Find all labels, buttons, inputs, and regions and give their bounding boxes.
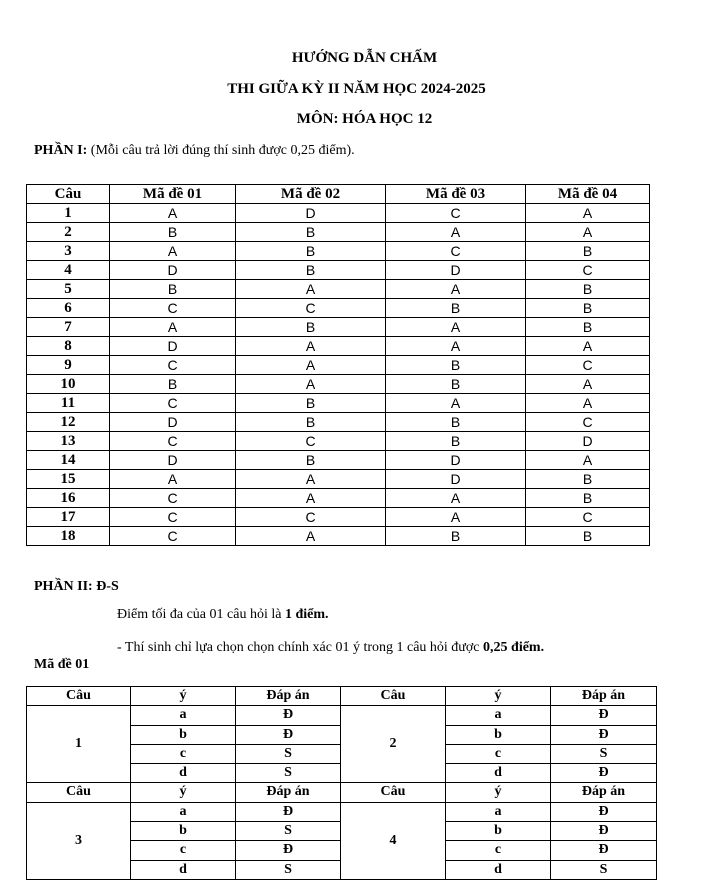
answer-cell: B (526, 318, 650, 337)
table-row (27, 223, 650, 242)
answer-cell: A (236, 470, 386, 489)
answer-cell: A (386, 280, 526, 299)
answer-cell: S (236, 744, 341, 763)
question-number: 8 (27, 337, 110, 356)
answer-cell: C (526, 413, 650, 432)
answer-cell: B (236, 261, 386, 280)
item-letter: b (446, 822, 551, 841)
question-number: 13 (27, 432, 110, 451)
answer-cell: B (236, 242, 386, 261)
answer-cell: Đ (551, 841, 657, 860)
answer-cell: B (110, 280, 236, 299)
answer-cell: A (110, 242, 236, 261)
column-header: Câu (27, 687, 131, 706)
question-number: 2 (27, 223, 110, 242)
question-number: 1 (27, 204, 110, 223)
answer-cell: A (236, 280, 386, 299)
question-number: 5 (27, 280, 110, 299)
question-number: 2 (341, 706, 446, 783)
column-header: ý (131, 783, 236, 802)
table-row (27, 413, 650, 432)
answer-cell: A (110, 204, 236, 223)
item-letter: d (446, 764, 551, 783)
item-letter: c (446, 841, 551, 860)
item-letter: d (131, 764, 236, 783)
item-letter: d (131, 860, 236, 879)
answer-cell: C (110, 299, 236, 318)
column-header: Đáp án (551, 687, 657, 706)
question-number: 4 (27, 261, 110, 280)
answer-cell: Đ (551, 706, 657, 725)
question-number: 18 (27, 527, 110, 546)
note2-bold: 0,25 điểm. (483, 640, 545, 655)
answer-cell: B (236, 223, 386, 242)
table-header-row (27, 185, 650, 204)
question-number: 1 (27, 706, 131, 783)
item-letter: b (131, 725, 236, 744)
item-letter: b (446, 725, 551, 744)
part2-note-per-item (117, 640, 544, 656)
answer-cell: B (236, 318, 386, 337)
answer-cell: C (110, 527, 236, 546)
subject-title: MÔN: HÓA HỌC 12 (296, 111, 433, 127)
answer-cell: Đ (236, 802, 341, 821)
answer-cell: A (386, 489, 526, 508)
table-row (27, 318, 650, 337)
answer-cell: D (236, 204, 386, 223)
question-number: 12 (27, 413, 110, 432)
answer-cell: B (526, 280, 650, 299)
note2-text: - Thí sinh chỉ lựa chọn chọn chính xác 01 ý trong 1 câu hỏi được (117, 640, 484, 655)
note1-bold: 1 điểm. (284, 607, 329, 622)
answer-cell: A (236, 337, 386, 356)
answer-cell: S (236, 764, 341, 783)
answer-cell: A (236, 489, 386, 508)
table-row (27, 489, 650, 508)
column-header: Mã đề 04 (526, 185, 650, 204)
answer-cell: C (110, 489, 236, 508)
answer-cell: B (526, 470, 650, 489)
answer-cell: Đ (236, 706, 341, 725)
part2-note-max-score (117, 607, 329, 623)
part2-heading: PHẦN II: Đ-S (34, 579, 119, 594)
answer-cell: Đ (236, 725, 341, 744)
answer-cell: A (386, 223, 526, 242)
question-number: 3 (27, 802, 131, 879)
answer-cell: B (110, 223, 236, 242)
answer-cell: C (526, 261, 650, 280)
question-number: 15 (27, 470, 110, 489)
answer-cell: D (386, 470, 526, 489)
question-number: 6 (27, 299, 110, 318)
table-row (27, 802, 657, 821)
answer-cell: S (236, 860, 341, 879)
item-letter: c (131, 841, 236, 860)
answer-cell: C (526, 508, 650, 527)
answer-cell: Đ (551, 725, 657, 744)
answer-cell: D (110, 413, 236, 432)
answer-cell: B (236, 413, 386, 432)
part1-heading (34, 143, 355, 159)
answer-cell: C (110, 356, 236, 375)
table-row (27, 261, 650, 280)
column-header: Mã đề 02 (236, 185, 386, 204)
answer-cell: D (386, 451, 526, 470)
answer-cell: B (236, 451, 386, 470)
column-header: ý (446, 783, 551, 802)
answer-cell: A (526, 337, 650, 356)
question-number: 9 (27, 356, 110, 375)
answer-cell: B (386, 527, 526, 546)
answer-cell: A (386, 508, 526, 527)
column-header: ý (446, 687, 551, 706)
answer-cell: C (236, 299, 386, 318)
question-number: 7 (27, 318, 110, 337)
column-header: Mã đề 01 (110, 185, 236, 204)
question-number: 11 (27, 394, 110, 413)
item-letter: c (131, 744, 236, 763)
answer-cell: C (110, 432, 236, 451)
answer-cell: Đ (551, 764, 657, 783)
table-row (27, 451, 650, 470)
table-row (27, 375, 650, 394)
answer-cell: C (386, 242, 526, 261)
answer-cell: C (110, 394, 236, 413)
answer-cell: S (551, 860, 657, 879)
table-row (27, 706, 657, 725)
table-row (27, 508, 650, 527)
table-row (27, 204, 650, 223)
column-header: Câu (341, 783, 446, 802)
table-row (27, 470, 650, 489)
answer-key-table (26, 184, 650, 546)
question-number: 10 (27, 375, 110, 394)
answer-cell: C (110, 508, 236, 527)
answer-cell: A (110, 318, 236, 337)
answer-cell: B (526, 489, 650, 508)
doc-title: HƯỚNG DẪN CHẤM (291, 50, 438, 66)
question-number: 3 (27, 242, 110, 261)
note1-text: Điểm tối đa của 01 câu hỏi là (117, 607, 285, 622)
table-header-row (27, 783, 657, 802)
table-row (27, 299, 650, 318)
column-header: Câu (341, 687, 446, 706)
answer-cell: A (386, 337, 526, 356)
part1-label: PHẦN I: (34, 143, 88, 158)
table-row (27, 527, 650, 546)
answer-cell: D (110, 451, 236, 470)
answer-cell: B (526, 299, 650, 318)
answer-cell: B (110, 375, 236, 394)
column-header: Đáp án (551, 783, 657, 802)
column-header: Mã đề 03 (386, 185, 526, 204)
table-row (27, 242, 650, 261)
answer-cell: Đ (551, 802, 657, 821)
answer-cell: B (386, 356, 526, 375)
answer-cell: A (236, 375, 386, 394)
exam-title: THI GIỮA KỲ II NĂM HỌC 2024-2025 (227, 81, 486, 97)
answer-cell: A (526, 394, 650, 413)
answer-cell: S (551, 744, 657, 763)
answer-cell: A (386, 394, 526, 413)
table-row (27, 394, 650, 413)
answer-cell: Đ (236, 841, 341, 860)
item-letter: b (131, 822, 236, 841)
item-letter: c (446, 744, 551, 763)
column-header: Câu (27, 185, 110, 204)
answer-cell: A (526, 375, 650, 394)
table-row (27, 280, 650, 299)
answer-cell: A (526, 204, 650, 223)
answer-cell: B (386, 413, 526, 432)
answer-cell: D (526, 432, 650, 451)
question-number: 14 (27, 451, 110, 470)
answer-cell: C (236, 508, 386, 527)
answer-cell: Đ (551, 822, 657, 841)
table-header-row (27, 687, 657, 706)
column-header: ý (131, 687, 236, 706)
answer-cell: B (526, 242, 650, 261)
item-letter: a (131, 802, 236, 821)
answer-cell: B (386, 375, 526, 394)
part1-description: (Mỗi câu trả lời đúng thí sinh được 0,25 điểm). (87, 143, 355, 158)
answer-cell: S (236, 822, 341, 841)
answer-cell: B (526, 527, 650, 546)
item-letter: a (131, 706, 236, 725)
table-row (27, 356, 650, 375)
answer-cell: C (386, 204, 526, 223)
answer-cell: B (386, 299, 526, 318)
answer-cell: B (236, 394, 386, 413)
answer-cell: A (526, 451, 650, 470)
answer-cell: D (110, 337, 236, 356)
answer-cell: A (236, 527, 386, 546)
item-letter: d (446, 860, 551, 879)
answer-cell: A (110, 470, 236, 489)
answer-cell: A (526, 223, 650, 242)
item-letter: a (446, 706, 551, 725)
question-number: 16 (27, 489, 110, 508)
exam-code-label: Mã đề 01 (34, 657, 90, 672)
answer-cell: C (236, 432, 386, 451)
column-header: Đáp án (236, 687, 341, 706)
answer-cell: B (386, 432, 526, 451)
question-number: 17 (27, 508, 110, 527)
column-header: Đáp án (236, 783, 341, 802)
table-row (27, 432, 650, 451)
column-header: Câu (27, 783, 131, 802)
item-letter: a (446, 802, 551, 821)
answer-cell: D (110, 261, 236, 280)
answer-cell: C (526, 356, 650, 375)
true-false-table (26, 686, 657, 880)
answer-cell: D (386, 261, 526, 280)
answer-cell: A (386, 318, 526, 337)
table-row (27, 337, 650, 356)
question-number: 4 (341, 802, 446, 879)
answer-cell: A (236, 356, 386, 375)
